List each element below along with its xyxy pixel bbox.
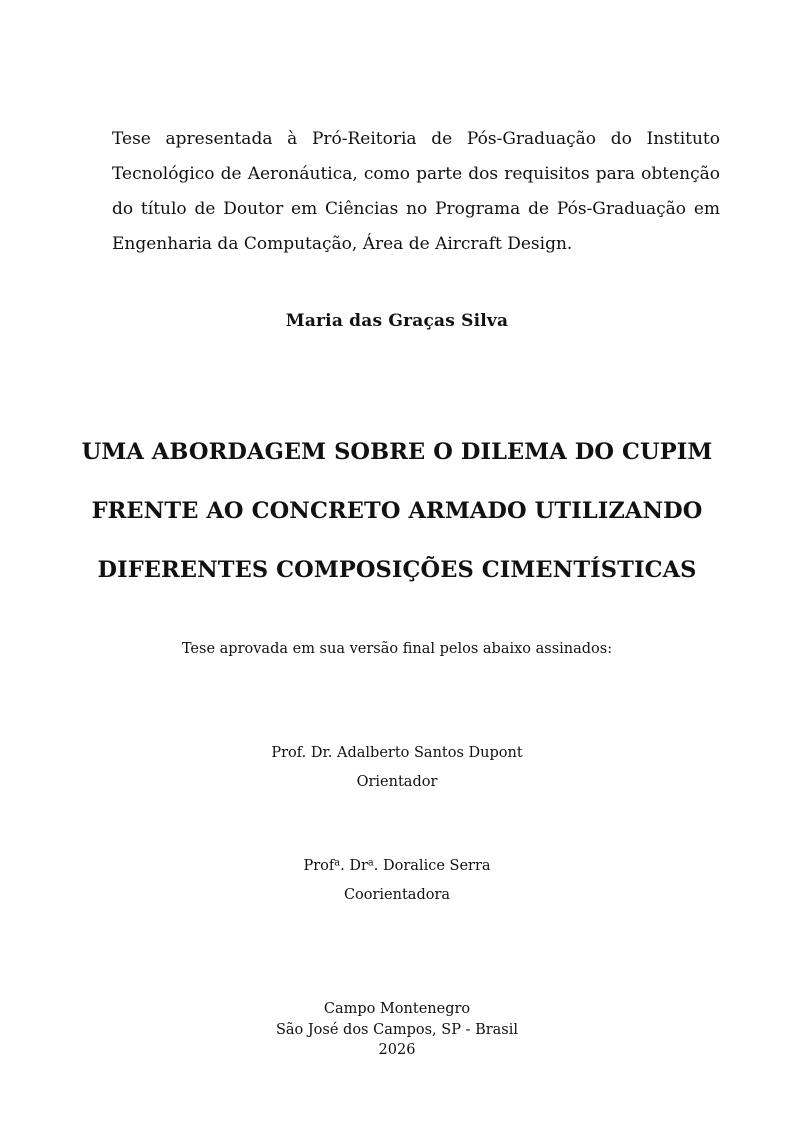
title-line-1: UMA ABORDAGEM SOBRE O DILEMA DO CUPIM xyxy=(81,439,713,466)
coadvisor-name-prefix: Prof xyxy=(303,858,335,874)
coadvisor-name-middle: . Dr xyxy=(340,858,368,874)
page-title xyxy=(60,423,734,600)
advisor-role: Orientador xyxy=(356,774,438,790)
imprint-block xyxy=(0,999,794,1061)
author-name: Maria das Graças Silva xyxy=(285,311,509,331)
imprint-city: São José dos Campos, SP - Brasil xyxy=(275,1021,519,1038)
coadvisor-role: Coorientadora xyxy=(343,887,451,903)
signatory-advisor xyxy=(0,739,794,797)
coadvisor-name xyxy=(0,852,794,881)
imprint-campus: Campo Montenegro xyxy=(323,1001,471,1017)
title-line-2: FRENTE AO CONCRETO ARMADO UTILIZANDO xyxy=(91,498,703,525)
coadvisor-name-suffix: . Doralice Serra xyxy=(373,858,491,874)
title-line-3: DIFERENTES COMPOSIÇÕES CIMENTÍSTICAS xyxy=(97,557,697,584)
submission-statement: Tese apresentada à Pró-Reitoria de Pós-Graduação do Instituto Tecnológico de Aeronáutica, como parte dos requisitos para obtenção do título de Doutor em Ciências no Programa de Pós-Graduação em Engenharia da Computação, Área de Aircraft Design. xyxy=(112,129,720,254)
coadvisor-feminine-ordinal-2: a xyxy=(367,857,374,869)
approval-statement: Tese aprovada em sua versão final pelos abaixo assinados: xyxy=(181,641,613,657)
advisor-name: Prof. Dr. Adalberto Santos Dupont xyxy=(271,745,523,761)
imprint-year: 2026 xyxy=(378,1042,416,1058)
coadvisor-feminine-ordinal-1: a xyxy=(334,857,341,869)
signatory-coadvisor xyxy=(0,852,794,910)
